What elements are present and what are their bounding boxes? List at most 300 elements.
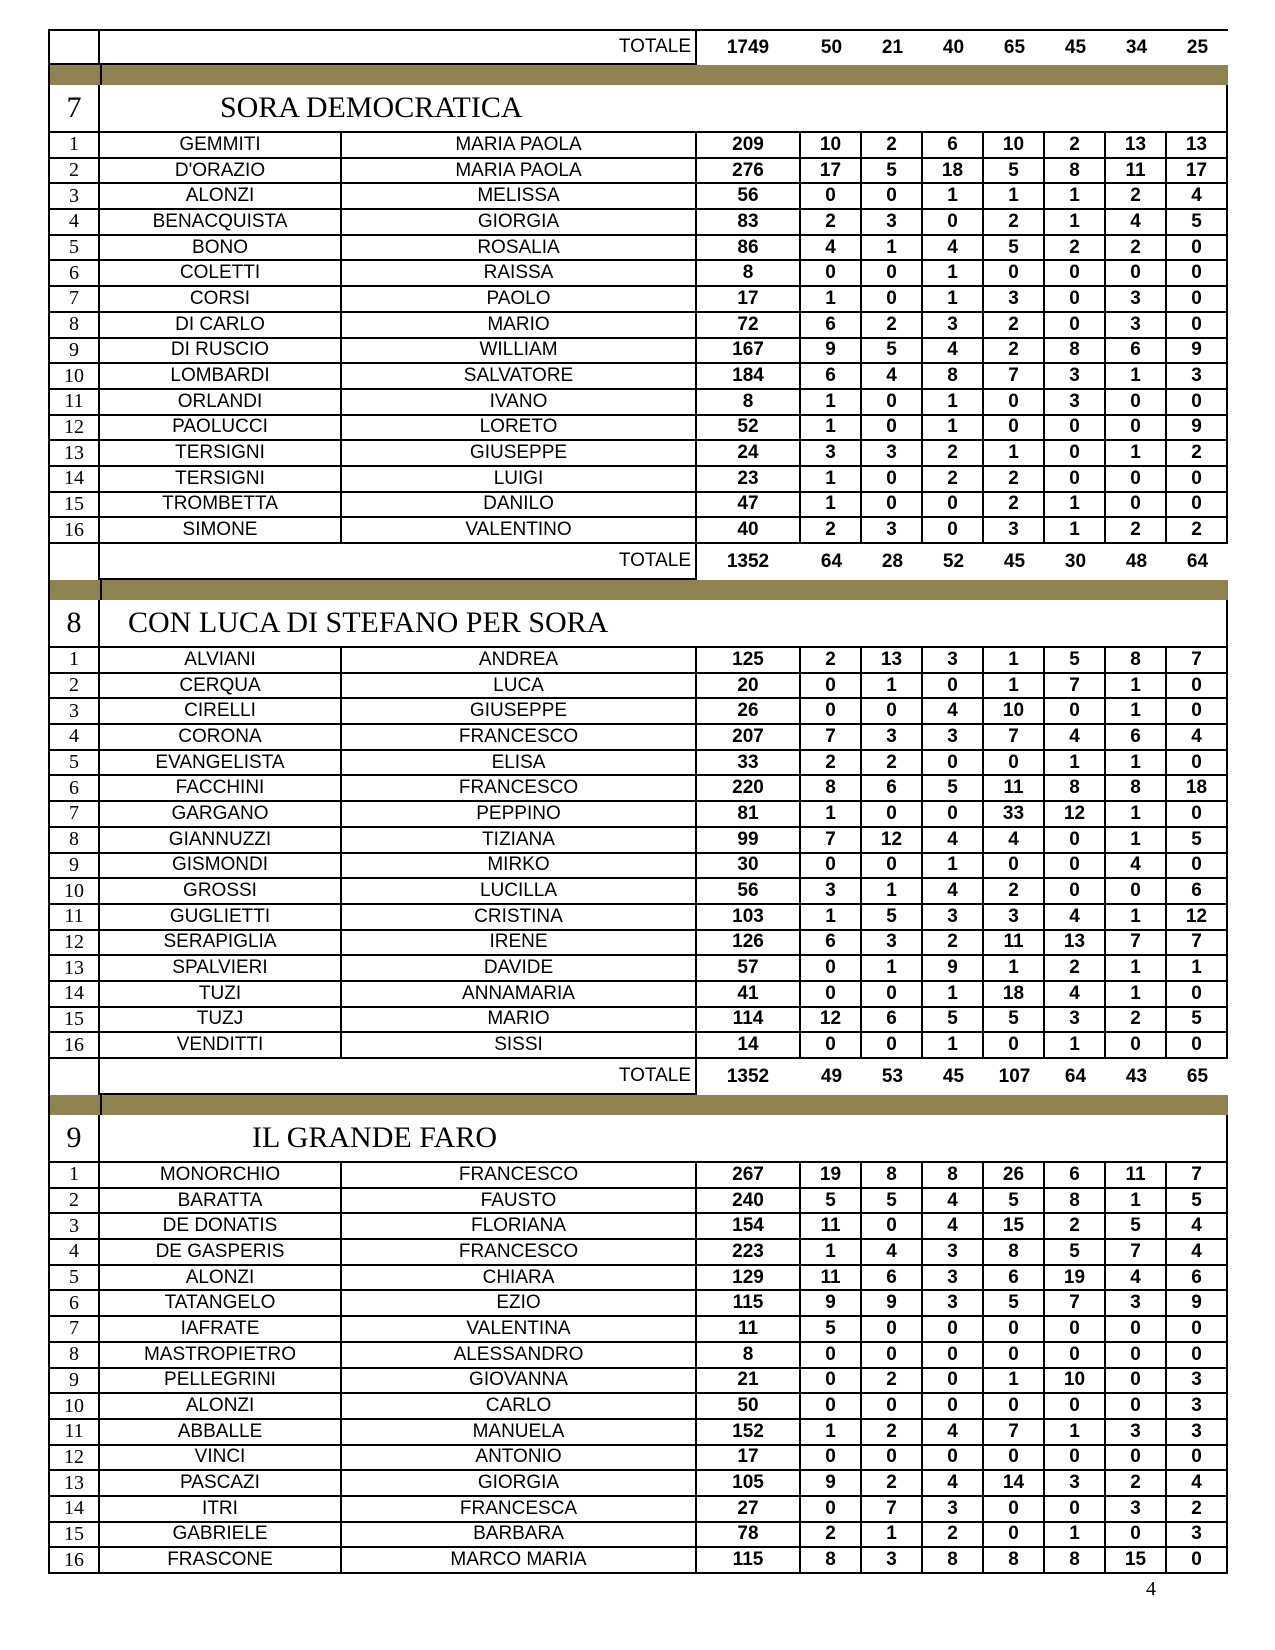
section-votes: 7 <box>1167 1163 1228 1189</box>
section-total: 45 <box>1064 37 1087 58</box>
candidate-total: 57 <box>697 956 801 982</box>
section-total: 50 <box>820 37 843 58</box>
candidate-number: 6 <box>48 1291 100 1317</box>
section-votes: 3 <box>1045 1008 1106 1034</box>
section-votes: 5 <box>923 1008 984 1034</box>
section-votes: 1 <box>801 802 862 828</box>
section-votes: 12 <box>1167 905 1228 931</box>
section-votes: 2 <box>1106 518 1167 544</box>
section-votes: 10 <box>1045 1369 1106 1395</box>
section-votes: 2 <box>862 751 923 777</box>
candidate-surname: BARATTA <box>100 1189 342 1215</box>
candidate-row <box>48 1317 1228 1343</box>
section-votes: 8 <box>801 1548 862 1574</box>
section-votes: 0 <box>862 802 923 828</box>
candidate-surname: LOMBARDI <box>100 364 342 390</box>
list-number: 7 <box>48 85 100 133</box>
section-votes: 1 <box>984 441 1045 467</box>
section-votes: 3 <box>923 1240 984 1266</box>
candidate-row <box>48 854 1228 880</box>
results-sheet <box>48 29 1228 1574</box>
section-votes: 8 <box>1045 1189 1106 1215</box>
section-votes: 13 <box>1106 133 1167 159</box>
candidate-surname: DI CARLO <box>100 313 342 339</box>
section-votes: 2 <box>801 751 862 777</box>
candidate-firstname: GIORGIA <box>342 1471 697 1497</box>
candidate-firstname: TIZIANA <box>342 828 697 854</box>
candidate-row <box>48 931 1228 957</box>
section-votes: 1 <box>1045 751 1106 777</box>
section-votes: 12 <box>801 1008 862 1034</box>
section-votes: 18 <box>923 159 984 185</box>
candidate-firstname: PEPPINO <box>342 802 697 828</box>
section-votes: 2 <box>801 648 862 674</box>
section-total: 65 <box>1186 1066 1209 1087</box>
candidate-surname: CERQUA <box>100 674 342 700</box>
section-votes: 1 <box>801 1240 862 1266</box>
candidate-total: 40 <box>697 518 801 544</box>
section-votes: 6 <box>862 1266 923 1292</box>
section-votes: 19 <box>801 1163 862 1189</box>
separator-left <box>50 580 102 600</box>
section-votes: 3 <box>862 931 923 957</box>
section-votes: 8 <box>1106 776 1167 802</box>
section-votes: 6 <box>1045 1163 1106 1189</box>
section-votes: 1 <box>923 1033 984 1059</box>
candidate-total: 30 <box>697 854 801 880</box>
section-votes: 0 <box>862 982 923 1008</box>
section-votes: 0 <box>1167 390 1228 416</box>
section-votes: 1 <box>1106 364 1167 390</box>
candidate-number: 10 <box>48 879 100 905</box>
section-votes: 9 <box>1167 339 1228 365</box>
section-votes: 6 <box>1106 725 1167 751</box>
section-votes: 11 <box>801 1266 862 1292</box>
candidate-row <box>48 1369 1228 1395</box>
section-votes: 17 <box>801 159 862 185</box>
candidate-total: 8 <box>697 1343 801 1369</box>
candidate-row <box>48 802 1228 828</box>
candidate-surname: TROMBETTA <box>100 493 342 519</box>
candidate-total: 11 <box>697 1317 801 1343</box>
candidate-row <box>48 648 1228 674</box>
candidate-row <box>48 1240 1228 1266</box>
section-votes: 0 <box>923 751 984 777</box>
candidate-firstname: MARIA PAOLA <box>342 159 697 185</box>
section-votes: 0 <box>862 493 923 519</box>
section-votes: 1 <box>801 416 862 442</box>
section-votes: 5 <box>1106 1214 1167 1240</box>
section-votes: 1 <box>801 467 862 493</box>
section-votes: 6 <box>801 364 862 390</box>
candidate-surname: SIMONE <box>100 518 342 544</box>
section-votes: 11 <box>1106 159 1167 185</box>
section-votes: 1 <box>862 674 923 700</box>
section-votes: 5 <box>801 1189 862 1215</box>
section-total: 45 <box>1003 551 1026 572</box>
candidate-number: 5 <box>48 1266 100 1292</box>
candidate-surname: ABBALLE <box>100 1420 342 1446</box>
section-votes: 6 <box>801 313 862 339</box>
candidate-surname: ALVIANI <box>100 648 342 674</box>
candidate-row <box>48 1420 1228 1446</box>
candidate-surname: CORSI <box>100 287 342 313</box>
candidate-total: 99 <box>697 828 801 854</box>
total-label: TOTALE <box>100 1059 697 1095</box>
section-votes: 2 <box>984 879 1045 905</box>
candidate-firstname: FRANCESCA <box>342 1497 697 1523</box>
section-votes: 8 <box>1045 159 1106 185</box>
section-votes: 5 <box>1167 210 1228 236</box>
candidate-surname: D'ORAZIO <box>100 159 342 185</box>
candidate-firstname: ROSALIA <box>342 236 697 262</box>
section-votes: 3 <box>923 1266 984 1292</box>
section-votes: 0 <box>984 1446 1045 1472</box>
candidate-row <box>48 1033 1228 1059</box>
section-votes: 0 <box>923 493 984 519</box>
candidate-surname: IAFRATE <box>100 1317 342 1343</box>
section-votes: 0 <box>1167 313 1228 339</box>
candidate-firstname: ANNAMARIA <box>342 982 697 1008</box>
section-votes: 5 <box>1045 1240 1106 1266</box>
total-number-cell <box>48 1059 100 1095</box>
section-votes: 1 <box>801 1420 862 1446</box>
section-votes: 0 <box>1167 1548 1228 1574</box>
section-votes: 5 <box>1167 1189 1228 1215</box>
candidate-row <box>48 339 1228 365</box>
section-votes: 8 <box>1045 339 1106 365</box>
section-votes: 15 <box>984 1214 1045 1240</box>
candidate-row <box>48 416 1228 442</box>
candidate-firstname: BARBARA <box>342 1523 697 1549</box>
candidate-firstname: ANTONIO <box>342 1446 697 1472</box>
section-votes: 6 <box>984 1266 1045 1292</box>
candidate-surname: BENACQUISTA <box>100 210 342 236</box>
section-votes: 0 <box>923 1446 984 1472</box>
section-votes: 1 <box>923 261 984 287</box>
section-votes: 13 <box>1045 931 1106 957</box>
section-votes: 3 <box>801 441 862 467</box>
section-votes: 7 <box>1106 1240 1167 1266</box>
candidate-surname: CIRELLI <box>100 699 342 725</box>
section-votes: 2 <box>923 441 984 467</box>
candidate-total: 14 <box>697 1033 801 1059</box>
candidate-number: 10 <box>48 364 100 390</box>
candidate-number: 13 <box>48 956 100 982</box>
candidate-total: 56 <box>697 184 801 210</box>
section-votes: 2 <box>923 931 984 957</box>
section-votes: 0 <box>801 1369 862 1395</box>
candidate-surname: PAOLUCCI <box>100 416 342 442</box>
candidate-surname: GROSSI <box>100 879 342 905</box>
section-votes: 2 <box>1106 1008 1167 1034</box>
section-total: 21 <box>881 37 904 58</box>
section-votes: 5 <box>862 159 923 185</box>
section-votes: 4 <box>1106 210 1167 236</box>
candidate-firstname: RAISSA <box>342 261 697 287</box>
candidate-row <box>48 1343 1228 1369</box>
candidate-firstname: WILLIAM <box>342 339 697 365</box>
section-votes: 0 <box>862 184 923 210</box>
section-votes: 3 <box>984 905 1045 931</box>
candidate-number: 8 <box>48 828 100 854</box>
section-votes: 2 <box>801 518 862 544</box>
candidate-total: 21 <box>697 1369 801 1395</box>
section-votes: 11 <box>801 1214 862 1240</box>
section-votes: 8 <box>1045 1548 1106 1574</box>
section-votes: 3 <box>923 725 984 751</box>
candidate-row <box>48 184 1228 210</box>
list-header <box>48 1115 1228 1163</box>
candidate-row <box>48 751 1228 777</box>
section-total: 45 <box>942 1066 965 1087</box>
total-number-cell <box>48 544 100 580</box>
candidate-number: 8 <box>48 1343 100 1369</box>
candidate-number: 3 <box>48 1214 100 1240</box>
candidate-number: 14 <box>48 1497 100 1523</box>
candidate-number: 16 <box>48 1548 100 1574</box>
candidate-surname: COLETTI <box>100 261 342 287</box>
section-votes: 0 <box>984 1523 1045 1549</box>
candidate-number: 15 <box>48 1523 100 1549</box>
section-votes: 1 <box>1106 956 1167 982</box>
candidate-row <box>48 1291 1228 1317</box>
section-votes: 7 <box>984 725 1045 751</box>
section-votes: 3 <box>1045 1471 1106 1497</box>
section-votes: 3 <box>1106 1420 1167 1446</box>
section-votes: 0 <box>1167 1317 1228 1343</box>
section-votes: 1 <box>801 287 862 313</box>
candidate-total: 115 <box>697 1548 801 1574</box>
candidate-row <box>48 493 1228 519</box>
section-votes: 2 <box>923 1523 984 1549</box>
candidate-surname: GIANNUZZI <box>100 828 342 854</box>
section-votes: 7 <box>1167 931 1228 957</box>
section-votes: 5 <box>801 1317 862 1343</box>
separator-band <box>48 65 1228 85</box>
section-votes: 0 <box>1106 1446 1167 1472</box>
candidate-row <box>48 1266 1228 1292</box>
section-votes: 0 <box>801 1343 862 1369</box>
section-votes: 0 <box>1106 1369 1167 1395</box>
section-votes: 9 <box>801 1471 862 1497</box>
candidate-row <box>48 313 1228 339</box>
candidate-firstname: LUCILLA <box>342 879 697 905</box>
candidate-surname: DI RUSCIO <box>100 339 342 365</box>
candidate-total: 167 <box>697 339 801 365</box>
section-votes: 1 <box>923 416 984 442</box>
candidate-number: 1 <box>48 1163 100 1189</box>
section-votes: 6 <box>1167 1266 1228 1292</box>
candidate-row <box>48 725 1228 751</box>
candidate-row <box>48 390 1228 416</box>
separator-band <box>48 1095 1228 1115</box>
candidate-number: 11 <box>48 905 100 931</box>
candidate-surname: PASCAZI <box>100 1471 342 1497</box>
section-total: 64 <box>1186 551 1209 572</box>
section-total: 30 <box>1064 551 1087 572</box>
candidate-number: 2 <box>48 1189 100 1215</box>
section-total: 65 <box>1003 37 1026 58</box>
section-votes: 6 <box>923 133 984 159</box>
candidate-number: 5 <box>48 236 100 262</box>
section-votes: 1 <box>1045 518 1106 544</box>
candidate-surname: GARGANO <box>100 802 342 828</box>
candidate-number: 4 <box>48 725 100 751</box>
candidate-row <box>48 1497 1228 1523</box>
total-votes: 1352 <box>726 1066 770 1087</box>
candidate-surname: VINCI <box>100 1446 342 1472</box>
candidate-firstname: MIRKO <box>342 854 697 880</box>
section-votes: 8 <box>801 776 862 802</box>
candidate-total: 103 <box>697 905 801 931</box>
section-votes: 7 <box>801 725 862 751</box>
section-votes: 0 <box>801 1497 862 1523</box>
list-number: 9 <box>48 1115 100 1163</box>
candidate-number: 3 <box>48 184 100 210</box>
candidate-firstname: SISSI <box>342 1033 697 1059</box>
section-votes: 0 <box>1167 674 1228 700</box>
candidate-firstname: MARCO MARIA <box>342 1548 697 1574</box>
candidate-surname: TATANGELO <box>100 1291 342 1317</box>
section-votes: 0 <box>984 1497 1045 1523</box>
section-votes: 4 <box>923 1214 984 1240</box>
section-votes: 1 <box>1167 956 1228 982</box>
section-votes: 7 <box>984 364 1045 390</box>
section-votes: 1 <box>984 1369 1045 1395</box>
section-votes: 9 <box>1167 416 1228 442</box>
section-votes: 0 <box>1045 441 1106 467</box>
section-votes: 1 <box>984 674 1045 700</box>
candidate-total: 114 <box>697 1008 801 1034</box>
candidate-number: 12 <box>48 1446 100 1472</box>
section-votes: 8 <box>984 1240 1045 1266</box>
candidate-number: 7 <box>48 287 100 313</box>
candidate-number: 10 <box>48 1394 100 1420</box>
section-votes: 2 <box>984 339 1045 365</box>
candidate-total: 207 <box>697 725 801 751</box>
section-votes: 0 <box>1167 802 1228 828</box>
candidate-row <box>48 1214 1228 1240</box>
section-votes: 4 <box>1167 725 1228 751</box>
total-votes: 1749 <box>726 37 770 58</box>
section-votes: 0 <box>801 956 862 982</box>
section-votes: 1 <box>1045 1523 1106 1549</box>
candidate-row <box>48 1446 1228 1472</box>
candidate-row <box>48 828 1228 854</box>
section-votes: 7 <box>862 1497 923 1523</box>
total-label: TOTALE <box>100 31 697 65</box>
section-votes: 0 <box>923 1369 984 1395</box>
section-total: 28 <box>881 551 904 572</box>
candidate-firstname: MARIA PAOLA <box>342 133 697 159</box>
section-total: 40 <box>942 37 965 58</box>
candidate-row <box>48 364 1228 390</box>
section-votes: 1 <box>984 648 1045 674</box>
section-votes: 1 <box>1106 802 1167 828</box>
section-votes: 5 <box>984 236 1045 262</box>
candidate-surname: BONO <box>100 236 342 262</box>
section-votes: 4 <box>1045 725 1106 751</box>
candidate-firstname: DAVIDE <box>342 956 697 982</box>
section-votes: 7 <box>1106 931 1167 957</box>
section-votes: 1 <box>923 982 984 1008</box>
section-votes: 0 <box>862 1317 923 1343</box>
candidate-total: 83 <box>697 210 801 236</box>
section-votes: 2 <box>862 1420 923 1446</box>
section-votes: 3 <box>923 905 984 931</box>
candidate-number: 15 <box>48 493 100 519</box>
candidate-row <box>48 1523 1228 1549</box>
section-votes: 0 <box>984 1394 1045 1420</box>
candidate-row <box>48 1189 1228 1215</box>
section-votes: 0 <box>862 287 923 313</box>
section-votes: 3 <box>1167 1394 1228 1420</box>
section-votes: 0 <box>1106 1033 1167 1059</box>
candidate-number: 4 <box>48 210 100 236</box>
section-votes: 33 <box>984 802 1045 828</box>
section-votes: 0 <box>1106 1394 1167 1420</box>
section-total: 52 <box>942 551 965 572</box>
section-votes: 5 <box>862 1189 923 1215</box>
section-votes: 1 <box>1045 184 1106 210</box>
section-votes: 9 <box>862 1291 923 1317</box>
candidate-firstname: CARLO <box>342 1394 697 1420</box>
candidate-number: 14 <box>48 467 100 493</box>
candidate-surname: PELLEGRINI <box>100 1369 342 1395</box>
candidate-number: 15 <box>48 1008 100 1034</box>
list-name: IL GRANDE FARO <box>100 1115 1228 1163</box>
section-votes: 3 <box>1045 364 1106 390</box>
section-votes: 7 <box>1045 1291 1106 1317</box>
candidate-total: 78 <box>697 1523 801 1549</box>
candidate-surname: DE DONATIS <box>100 1214 342 1240</box>
section-votes: 2 <box>801 210 862 236</box>
section-votes: 0 <box>1167 1033 1228 1059</box>
section-votes: 17 <box>1167 159 1228 185</box>
section-votes: 0 <box>862 1033 923 1059</box>
candidate-row <box>48 776 1228 802</box>
section-votes: 0 <box>1167 1343 1228 1369</box>
candidate-surname: FACCHINI <box>100 776 342 802</box>
section-votes: 6 <box>862 776 923 802</box>
section-total: 64 <box>820 551 843 572</box>
section-votes: 2 <box>1106 1471 1167 1497</box>
section-votes: 4 <box>1106 854 1167 880</box>
section-total: 34 <box>1125 37 1148 58</box>
candidate-total: 220 <box>697 776 801 802</box>
section-total: 25 <box>1186 37 1209 58</box>
candidate-number: 6 <box>48 776 100 802</box>
candidate-total: 8 <box>697 390 801 416</box>
section-votes: 9 <box>801 1291 862 1317</box>
candidate-row <box>48 159 1228 185</box>
section-votes: 5 <box>984 1291 1045 1317</box>
section-votes: 1 <box>984 184 1045 210</box>
candidate-surname: VENDITTI <box>100 1033 342 1059</box>
section-votes: 7 <box>801 828 862 854</box>
section-votes: 1 <box>862 956 923 982</box>
section-votes: 5 <box>984 159 1045 185</box>
section-votes: 0 <box>801 854 862 880</box>
candidate-firstname: LORETO <box>342 416 697 442</box>
candidate-number: 12 <box>48 416 100 442</box>
section-votes: 0 <box>984 854 1045 880</box>
candidate-firstname: MARIO <box>342 313 697 339</box>
candidate-number: 2 <box>48 674 100 700</box>
section-votes: 2 <box>1045 1214 1106 1240</box>
section-votes: 0 <box>1167 1446 1228 1472</box>
